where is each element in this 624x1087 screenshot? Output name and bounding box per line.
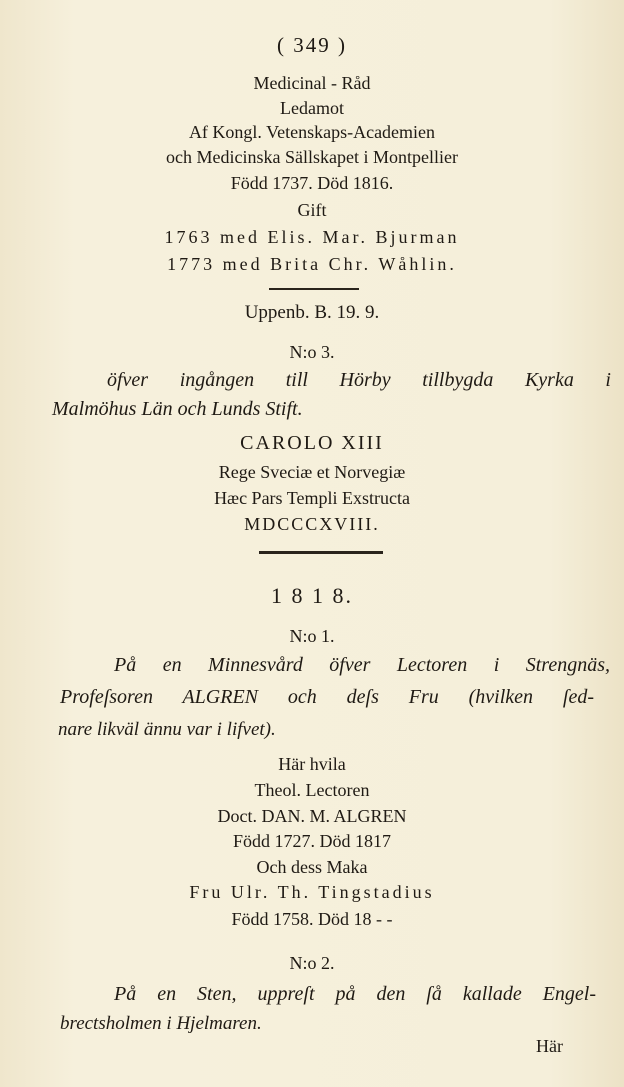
year-heading: 1 8 1 8. (271, 583, 353, 608)
divider (269, 288, 359, 290)
title-line: Medicinal - Råd (253, 73, 371, 93)
inscription-heading: nare likväl ännu var i lifvet). (58, 719, 276, 740)
page-number: ( 349 ) (277, 33, 347, 57)
text-line: och Medicinska Sällskapet i Montpellier (166, 147, 458, 167)
text-line: Theol. Lectoren (254, 780, 370, 800)
inscription-heading: Malmöhus Län och Lunds Stift. (52, 398, 303, 420)
text-line: Ledamot (280, 98, 344, 118)
text-line: Gift (297, 200, 327, 220)
text-line: Fru Ulr. Th. Tingstadius (189, 882, 435, 902)
text-line: Född 1737. Död 1816. (230, 173, 394, 193)
inscription-heading: brectsholmen i Hjelmaren. (60, 1013, 262, 1034)
scripture-reference: Uppenb. B. 19. 9. (244, 302, 380, 323)
text-line: Född 1758. Död 18 - - (231, 909, 393, 929)
text-line: Af Kongl. Vetenskaps-Academien (188, 122, 436, 142)
inscription-heading: På en Sten, uppreſt på den ſå kallade Engel- (114, 983, 596, 1005)
text-line: MDCCCXVIII. (244, 514, 380, 534)
text-line: Doct. DAN. M. ALGREN (217, 806, 407, 826)
inscription-number: N:o 3. (289, 342, 335, 362)
inscription-number: N:o 2. (289, 953, 335, 973)
text-line: Här hvila (278, 754, 346, 774)
text-line: Och dess Maka (256, 857, 368, 877)
text-line: 1763 med Elis. Mar. Bjurman (164, 227, 460, 247)
text-line: CAROLO XIII (240, 432, 384, 454)
text-line: 1773 med Brita Chr. Wåhlin. (167, 254, 457, 274)
text-line: Hæc Pars Templi Exstructa (214, 488, 410, 508)
text-line: Rege Sveciæ et Norvegiæ (218, 462, 406, 482)
inscription-heading: Profeſsoren ALGREN och deſs Fru (hvilken ſed- (60, 686, 594, 708)
inscription-number: N:o 1. (289, 626, 335, 646)
catchword: Här (536, 1036, 563, 1056)
inscription-heading: På en Minnesvård öfver Lectoren i Strengnäs, (114, 654, 610, 676)
divider (259, 551, 383, 554)
text-line: Född 1727. Död 1817 (232, 831, 391, 851)
inscription-heading: öfver ingången till Hörby tillbygda Kyrka i (107, 369, 611, 391)
